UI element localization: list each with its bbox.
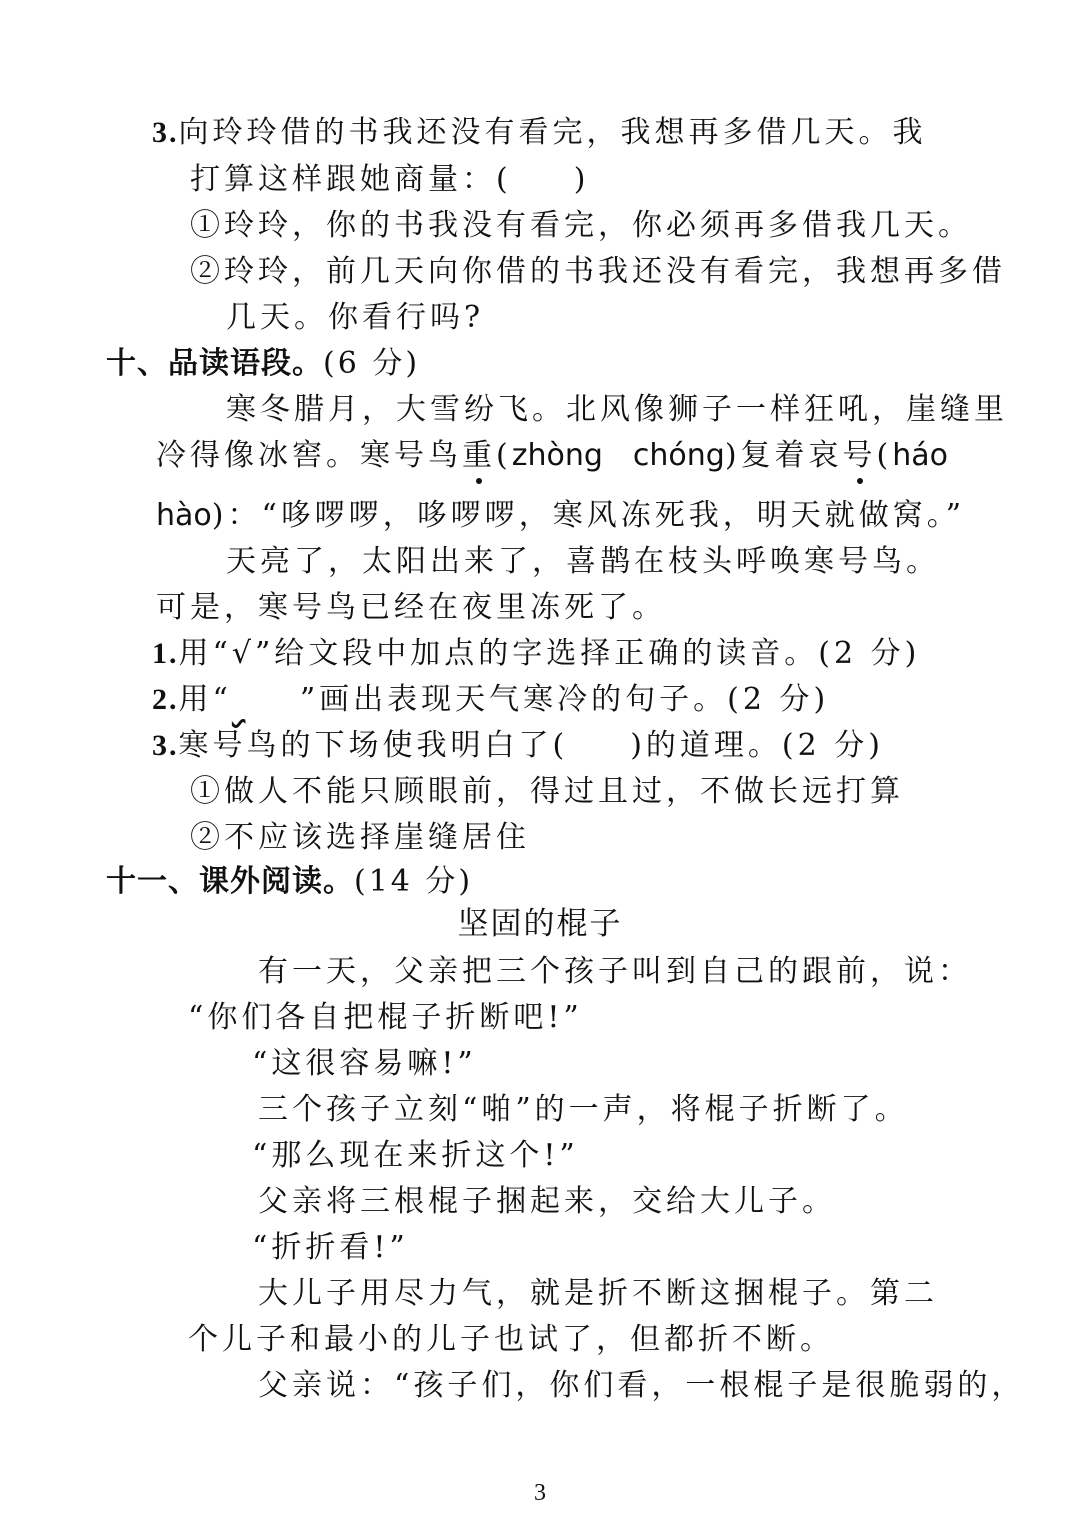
- story-line: 父亲将三根棍子捆起来，交给大儿子。: [258, 1184, 836, 1219]
- section-11-points: (14 分): [354, 864, 474, 899]
- section-11-heading: [106, 862, 473, 902]
- paren-open: (: [876, 438, 893, 473]
- story-line: “这很容易嘛!”: [252, 1046, 477, 1081]
- q3-text-2a: 打算这样跟她商量：(: [190, 162, 512, 197]
- story-line: “折折看!”: [252, 1230, 409, 1265]
- q3-text-1: 向玲玲借的书我还没有看完，我想再多借几天。我: [178, 115, 927, 150]
- question-text: 用“√”给文段中加点的字选择正确的读音。(2 分): [178, 636, 921, 671]
- story-line: 父亲说：“孩子们，你们看，一根棍子是很脆弱的，: [258, 1368, 1026, 1403]
- passage-2-line-1: 天亮了，太阳出来了，喜鹊在枝头呼唤寒号鸟。: [226, 544, 940, 579]
- story-line: 三个孩子立刻“啪”的一声，将棍子折断了。: [258, 1092, 909, 1127]
- question-text: 寒号鸟的下场使我明白了(: [178, 728, 569, 763]
- sec10-question-1: [152, 634, 920, 674]
- q3-option-2-line-1: ②玲玲，前几天向你借的书我还没有看完，我想再多借: [190, 254, 1006, 289]
- paren-open: (: [496, 438, 512, 473]
- section-11-title: 十一、课外阅读。: [106, 864, 354, 899]
- story-line: 有一天，父亲把三个孩子叫到自己的跟前，说：: [258, 954, 972, 989]
- dotted-char-zhong: 重: [462, 436, 496, 476]
- pinyin-option-hao2[interactable]: háo: [892, 438, 949, 473]
- story-line: “你们各自把棍子折断吧!”: [188, 1000, 583, 1035]
- pinyin-options-1[interactable]: zhòng chóng: [511, 438, 725, 473]
- passage-text: )复着哀: [724, 438, 843, 473]
- story-line: 个儿子和最小的儿子也试了，但都折不断。: [188, 1322, 834, 1357]
- q3-text-2b: ): [573, 162, 590, 197]
- question-number: 3.: [152, 729, 179, 762]
- sec10-q3-option-1: ①做人不能只顾眼前，得过且过，不做长远打算: [190, 774, 904, 809]
- story-title: 坚固的棍子: [457, 906, 623, 942]
- story-line: 大儿子用尽力气，就是折不断这捆棍子。第二: [258, 1276, 938, 1311]
- sec10-question-3: [152, 726, 884, 766]
- passage-1-line-1: 寒冬腊月，大雪纷飞。北风像狮子一样狂吼，崖缝里: [226, 392, 1008, 427]
- passage-2-line-2: 可是，寒号鸟已经在夜里冻死了。: [156, 590, 666, 625]
- passage-1-line-3: [156, 496, 965, 536]
- passage-1-line-2: [156, 436, 948, 476]
- section-10-heading: [106, 344, 420, 384]
- section-10-title: 十、品读语段。: [106, 346, 323, 381]
- q3-option-1: ①玲玲，你的书我没有看完，你必须再多借我几天。: [190, 208, 972, 243]
- question-text: 用“: [178, 682, 232, 717]
- story-line: “那么现在来折这个!”: [252, 1138, 579, 1173]
- sec10-question-2: [152, 680, 829, 720]
- q3-option-2-line-2: 几天。你看行吗?: [226, 300, 485, 335]
- dotted-char-hao: 号: [843, 436, 877, 476]
- question-number: 2.: [152, 683, 179, 716]
- passage-text: 冷得像冰窖。寒号鸟: [156, 438, 462, 473]
- q3-line-1: [152, 113, 927, 153]
- sec10-q3-option-2: ②不应该选择崖缝居住: [190, 820, 530, 855]
- page-number: 3: [534, 1480, 546, 1506]
- q3-number: 3.: [152, 116, 179, 149]
- section-10-points: (6 分): [323, 346, 421, 381]
- wavy-underline-sample: [232, 680, 300, 720]
- passage-text: )：“哆啰啰，哆啰啰，寒风冻死我，明天就做窝。”: [211, 498, 966, 533]
- q3-line-2: [190, 160, 589, 200]
- question-text: ”画出表现天气寒冷的句子。(2 分): [299, 682, 830, 717]
- question-text: )的道理。(2 分): [630, 728, 884, 763]
- question-number: 1.: [152, 637, 179, 670]
- pinyin-option-hao4[interactable]: hào: [156, 498, 212, 533]
